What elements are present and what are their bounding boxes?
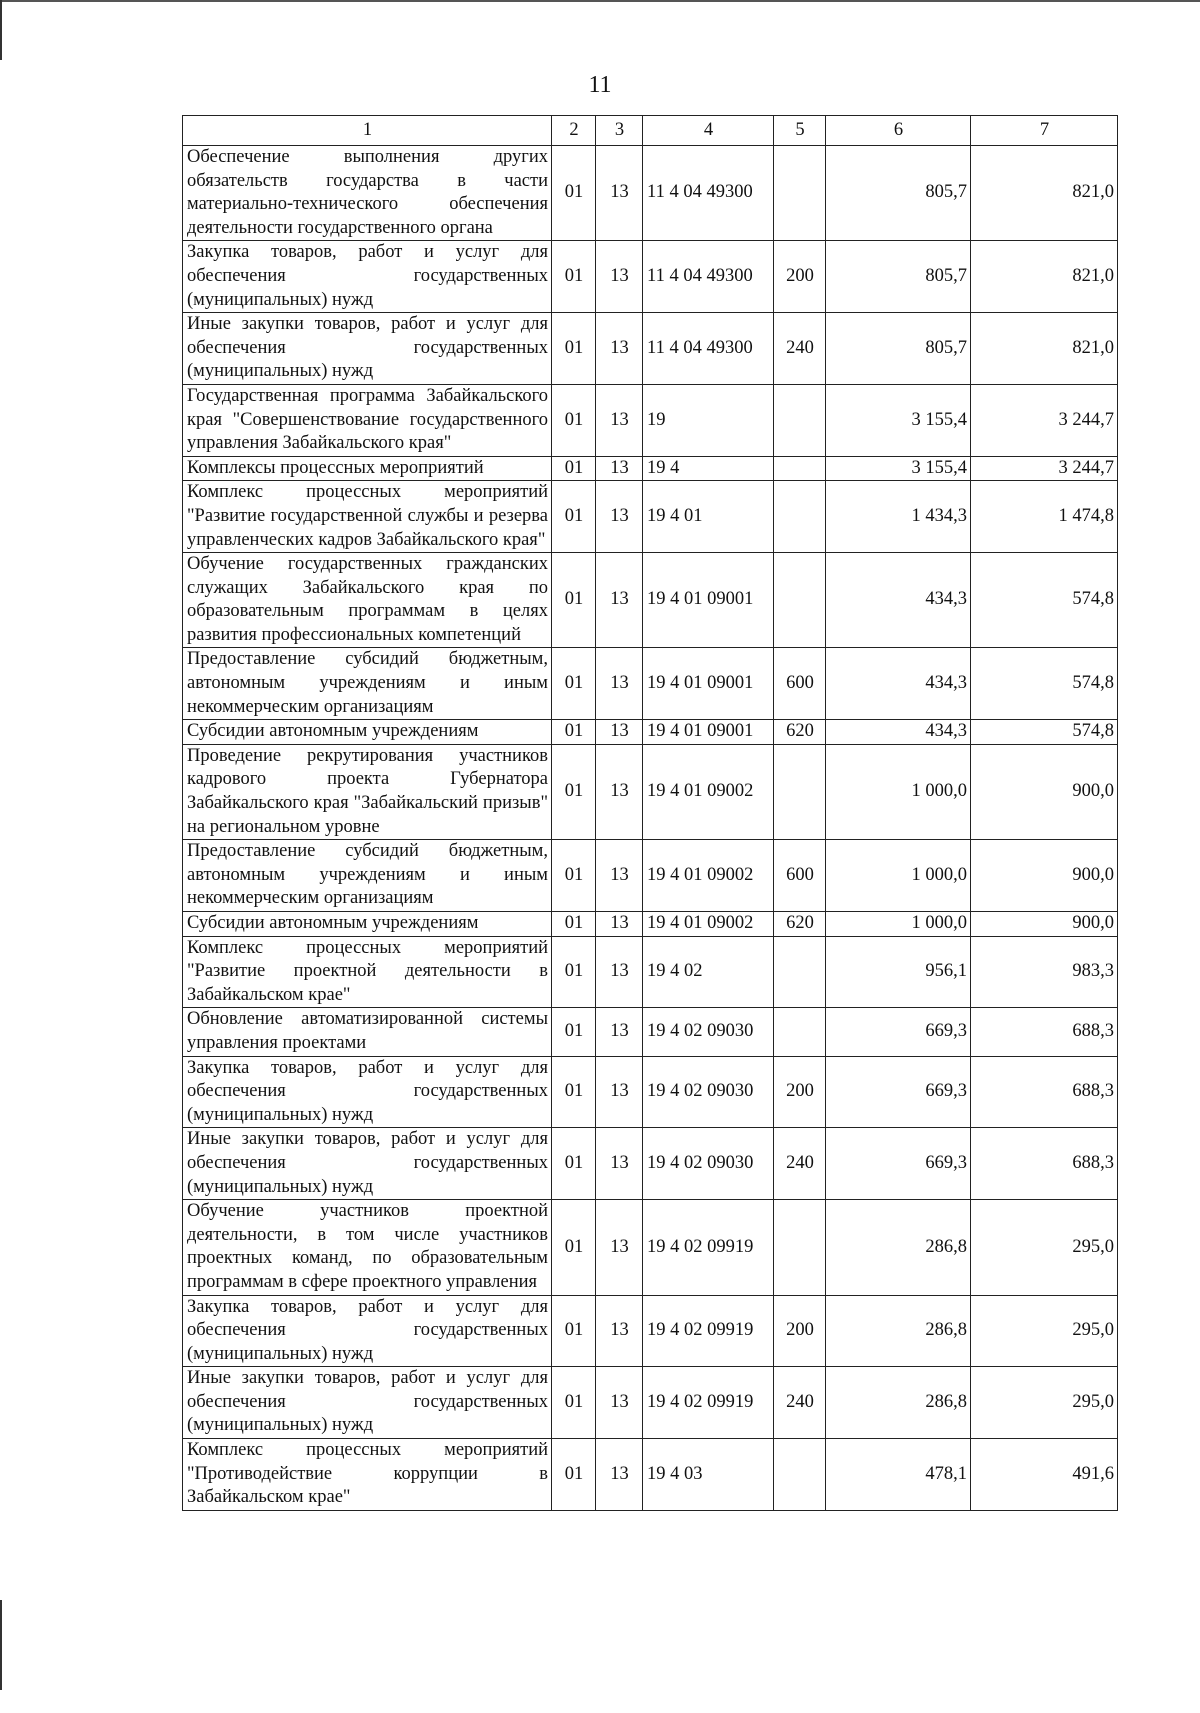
expense-type-cell <box>774 1008 826 1056</box>
target-article-cell: 19 4 01 09001 <box>643 648 774 720</box>
expense-type-cell: 620 <box>774 912 826 937</box>
amount-year2-cell: 3 244,7 <box>971 384 1118 456</box>
table-row <box>183 553 1118 648</box>
target-article-cell: 19 4 01 09001 <box>643 720 774 745</box>
amount-year1-cell: 434,3 <box>826 553 971 648</box>
row-name-cell: Обеспечение выполнения других обязательств государства в части материально-технического обеспечения деятельности государственного органа <box>183 146 552 241</box>
target-article-cell: 19 4 02 09919 <box>643 1200 774 1295</box>
scan-top-edge <box>0 0 1200 2</box>
amount-year1-cell: 669,3 <box>826 1056 971 1128</box>
amount-year2-cell: 688,3 <box>971 1128 1118 1200</box>
row-name-cell: Закупка товаров, работ и услуг для обеспечения государственных (муниципальных) нужд <box>183 1295 552 1367</box>
amount-year1-cell: 3 155,4 <box>826 384 971 456</box>
subsection-code-cell: 13 <box>596 553 643 648</box>
expense-type-cell <box>774 384 826 456</box>
page-number: 11 <box>588 72 612 98</box>
amount-year1-cell: 3 155,4 <box>826 456 971 481</box>
table-row <box>183 1008 1118 1056</box>
subsection-code-cell: 13 <box>596 648 643 720</box>
table-row <box>183 1056 1118 1128</box>
target-article-cell: 19 4 02 09919 <box>643 1367 774 1439</box>
amount-year2-cell: 295,0 <box>971 1200 1118 1295</box>
subsection-code-cell: 13 <box>596 1295 643 1367</box>
target-article-cell: 19 4 01 <box>643 481 774 553</box>
subsection-code-cell: 13 <box>596 313 643 385</box>
section-code-cell: 01 <box>552 840 596 912</box>
row-name-cell: Предоставление субсидий бюджетным, автономным учреждениям и иным некоммерческим организациям <box>183 648 552 720</box>
amount-year1-cell: 669,3 <box>826 1128 971 1200</box>
row-name-cell: Иные закупки товаров, работ и услуг для обеспечения государственных (муниципальных) нужд <box>183 1367 552 1439</box>
table-row <box>183 1367 1118 1439</box>
row-name-cell: Закупка товаров, работ и услуг для обеспечения государственных (муниципальных) нужд <box>183 241 552 313</box>
target-article-cell: 11 4 04 49300 <box>643 241 774 313</box>
table-body <box>183 146 1118 1511</box>
section-code-cell: 01 <box>552 936 596 1008</box>
table-row <box>183 1439 1118 1511</box>
amount-year2-cell: 821,0 <box>971 241 1118 313</box>
table-row <box>183 912 1118 937</box>
subsection-code-cell: 13 <box>596 1056 643 1128</box>
subsection-code-cell: 13 <box>596 720 643 745</box>
section-code-cell: 01 <box>552 1128 596 1200</box>
section-code-cell: 01 <box>552 1295 596 1367</box>
table-row <box>183 648 1118 720</box>
target-article-cell: 19 4 <box>643 456 774 481</box>
section-code-cell: 01 <box>552 384 596 456</box>
amount-year1-cell: 434,3 <box>826 648 971 720</box>
table-row <box>183 1295 1118 1367</box>
section-code-cell: 01 <box>552 553 596 648</box>
amount-year1-cell: 805,7 <box>826 313 971 385</box>
expense-type-cell <box>774 936 826 1008</box>
subsection-code-cell: 13 <box>596 1008 643 1056</box>
column-header: 6 <box>826 116 971 146</box>
section-code-cell: 01 <box>552 481 596 553</box>
expense-type-cell: 600 <box>774 648 826 720</box>
row-name-cell: Комплексы процессных мероприятий <box>183 456 552 481</box>
section-code-cell: 01 <box>552 912 596 937</box>
expense-type-cell: 240 <box>774 1128 826 1200</box>
expense-type-cell: 200 <box>774 241 826 313</box>
amount-year1-cell: 1 000,0 <box>826 912 971 937</box>
subsection-code-cell: 13 <box>596 481 643 553</box>
target-article-cell: 19 <box>643 384 774 456</box>
expense-type-cell <box>774 1439 826 1511</box>
target-article-cell: 19 4 01 09002 <box>643 744 774 839</box>
target-article-cell: 19 4 01 09001 <box>643 553 774 648</box>
amount-year2-cell: 1 474,8 <box>971 481 1118 553</box>
table-row <box>183 146 1118 241</box>
section-code-cell: 01 <box>552 456 596 481</box>
section-code-cell: 01 <box>552 648 596 720</box>
table-row <box>183 1200 1118 1295</box>
row-name-cell: Иные закупки товаров, работ и услуг для обеспечения государственных (муниципальных) нужд <box>183 313 552 385</box>
subsection-code-cell: 13 <box>596 384 643 456</box>
target-article-cell: 19 4 02 09030 <box>643 1008 774 1056</box>
expense-type-cell <box>774 744 826 839</box>
expense-type-cell <box>774 1200 826 1295</box>
table-row <box>183 840 1118 912</box>
section-code-cell: 01 <box>552 720 596 745</box>
amount-year2-cell: 900,0 <box>971 912 1118 937</box>
amount-year1-cell: 286,8 <box>826 1295 971 1367</box>
amount-year2-cell: 491,6 <box>971 1439 1118 1511</box>
amount-year2-cell: 900,0 <box>971 840 1118 912</box>
header-row <box>183 116 1118 146</box>
amount-year1-cell: 1 434,3 <box>826 481 971 553</box>
subsection-code-cell: 13 <box>596 1367 643 1439</box>
table-row <box>183 456 1118 481</box>
section-code-cell: 01 <box>552 1439 596 1511</box>
table-row <box>183 313 1118 385</box>
expense-type-cell: 600 <box>774 840 826 912</box>
amount-year1-cell: 1 000,0 <box>826 840 971 912</box>
expense-type-cell: 200 <box>774 1056 826 1128</box>
column-header: 4 <box>643 116 774 146</box>
target-article-cell: 19 4 02 09919 <box>643 1295 774 1367</box>
row-name-cell: Субсидии автономным учреждениям <box>183 720 552 745</box>
amount-year1-cell: 669,3 <box>826 1008 971 1056</box>
subsection-code-cell: 13 <box>596 241 643 313</box>
column-header: 7 <box>971 116 1118 146</box>
table-row <box>183 384 1118 456</box>
amount-year2-cell: 821,0 <box>971 146 1118 241</box>
amount-year1-cell: 286,8 <box>826 1367 971 1439</box>
row-name-cell: Комплекс процессных мероприятий "Развитие проектной деятельности в Забайкальском крае" <box>183 936 552 1008</box>
expense-type-cell: 240 <box>774 1367 826 1439</box>
expense-type-cell: 620 <box>774 720 826 745</box>
row-name-cell: Государственная программа Забайкальского края "Совершенствование государственного управления Забайкальского края" <box>183 384 552 456</box>
row-name-cell: Субсидии автономным учреждениям <box>183 912 552 937</box>
target-article-cell: 19 4 02 <box>643 936 774 1008</box>
scan-left-edge-mark <box>0 1600 2 1690</box>
subsection-code-cell: 13 <box>596 146 643 241</box>
target-article-cell: 11 4 04 49300 <box>643 146 774 241</box>
target-article-cell: 19 4 02 09030 <box>643 1128 774 1200</box>
table-row <box>183 720 1118 745</box>
subsection-code-cell: 13 <box>596 1200 643 1295</box>
amount-year1-cell: 956,1 <box>826 936 971 1008</box>
row-name-cell: Закупка товаров, работ и услуг для обеспечения государственных (муниципальных) нужд <box>183 1056 552 1128</box>
column-header: 2 <box>552 116 596 146</box>
subsection-code-cell: 13 <box>596 840 643 912</box>
budget-table <box>182 115 1118 1511</box>
amount-year1-cell: 286,8 <box>826 1200 971 1295</box>
expense-type-cell: 240 <box>774 313 826 385</box>
column-header: 5 <box>774 116 826 146</box>
subsection-code-cell: 13 <box>596 912 643 937</box>
amount-year1-cell: 1 000,0 <box>826 744 971 839</box>
expense-type-cell <box>774 146 826 241</box>
section-code-cell: 01 <box>552 744 596 839</box>
subsection-code-cell: 13 <box>596 744 643 839</box>
amount-year2-cell: 295,0 <box>971 1367 1118 1439</box>
table-row <box>183 481 1118 553</box>
expense-type-cell <box>774 456 826 481</box>
subsection-code-cell: 13 <box>596 456 643 481</box>
section-code-cell: 01 <box>552 1008 596 1056</box>
table-row <box>183 744 1118 839</box>
table-row <box>183 241 1118 313</box>
section-code-cell: 01 <box>552 146 596 241</box>
row-name-cell: Предоставление субсидий бюджетным, автономным учреждениям и иным некоммерческим организациям <box>183 840 552 912</box>
target-article-cell: 11 4 04 49300 <box>643 313 774 385</box>
amount-year2-cell: 3 244,7 <box>971 456 1118 481</box>
amount-year2-cell: 574,8 <box>971 720 1118 745</box>
scan-left-edge-mark <box>0 0 2 60</box>
row-name-cell: Комплекс процессных мероприятий "Противодействие коррупции в Забайкальском крае" <box>183 1439 552 1511</box>
row-name-cell: Обучение участников проектной деятельности, в том числе участников проектных команд, по образовательным программам в сфере проектного управления <box>183 1200 552 1295</box>
table-header <box>183 116 1118 146</box>
subsection-code-cell: 13 <box>596 936 643 1008</box>
amount-year2-cell: 295,0 <box>971 1295 1118 1367</box>
amount-year2-cell: 900,0 <box>971 744 1118 839</box>
row-name-cell: Обучение государственных гражданских служащих Забайкальского края по образовательным программам в целях развития профессиональных компетенций <box>183 553 552 648</box>
amount-year2-cell: 688,3 <box>971 1056 1118 1128</box>
subsection-code-cell: 13 <box>596 1439 643 1511</box>
amount-year1-cell: 434,3 <box>826 720 971 745</box>
subsection-code-cell: 13 <box>596 1128 643 1200</box>
amount-year2-cell: 574,8 <box>971 648 1118 720</box>
row-name-cell: Комплекс процессных мероприятий "Развитие государственной службы и резерва управленческих кадров Забайкальского края" <box>183 481 552 553</box>
expense-type-cell: 200 <box>774 1295 826 1367</box>
target-article-cell: 19 4 02 09030 <box>643 1056 774 1128</box>
section-code-cell: 01 <box>552 1200 596 1295</box>
table-row <box>183 1128 1118 1200</box>
section-code-cell: 01 <box>552 1367 596 1439</box>
amount-year2-cell: 821,0 <box>971 313 1118 385</box>
target-article-cell: 19 4 03 <box>643 1439 774 1511</box>
row-name-cell: Иные закупки товаров, работ и услуг для обеспечения государственных (муниципальных) нужд <box>183 1128 552 1200</box>
amount-year1-cell: 805,7 <box>826 146 971 241</box>
expense-type-cell <box>774 481 826 553</box>
amount-year1-cell: 805,7 <box>826 241 971 313</box>
target-article-cell: 19 4 01 09002 <box>643 840 774 912</box>
amount-year1-cell: 478,1 <box>826 1439 971 1511</box>
row-name-cell: Проведение рекрутирования участников кадрового проекта Губернатора Забайкальского края "Забайкальский призыв" на региональном уровне <box>183 744 552 839</box>
target-article-cell: 19 4 01 09002 <box>643 912 774 937</box>
row-name-cell: Обновление автоматизированной системы управления проектами <box>183 1008 552 1056</box>
amount-year2-cell: 983,3 <box>971 936 1118 1008</box>
expense-type-cell <box>774 553 826 648</box>
section-code-cell: 01 <box>552 241 596 313</box>
column-header: 1 <box>183 116 552 146</box>
column-header: 3 <box>596 116 643 146</box>
amount-year2-cell: 688,3 <box>971 1008 1118 1056</box>
section-code-cell: 01 <box>552 1056 596 1128</box>
section-code-cell: 01 <box>552 313 596 385</box>
table-row <box>183 936 1118 1008</box>
amount-year2-cell: 574,8 <box>971 553 1118 648</box>
